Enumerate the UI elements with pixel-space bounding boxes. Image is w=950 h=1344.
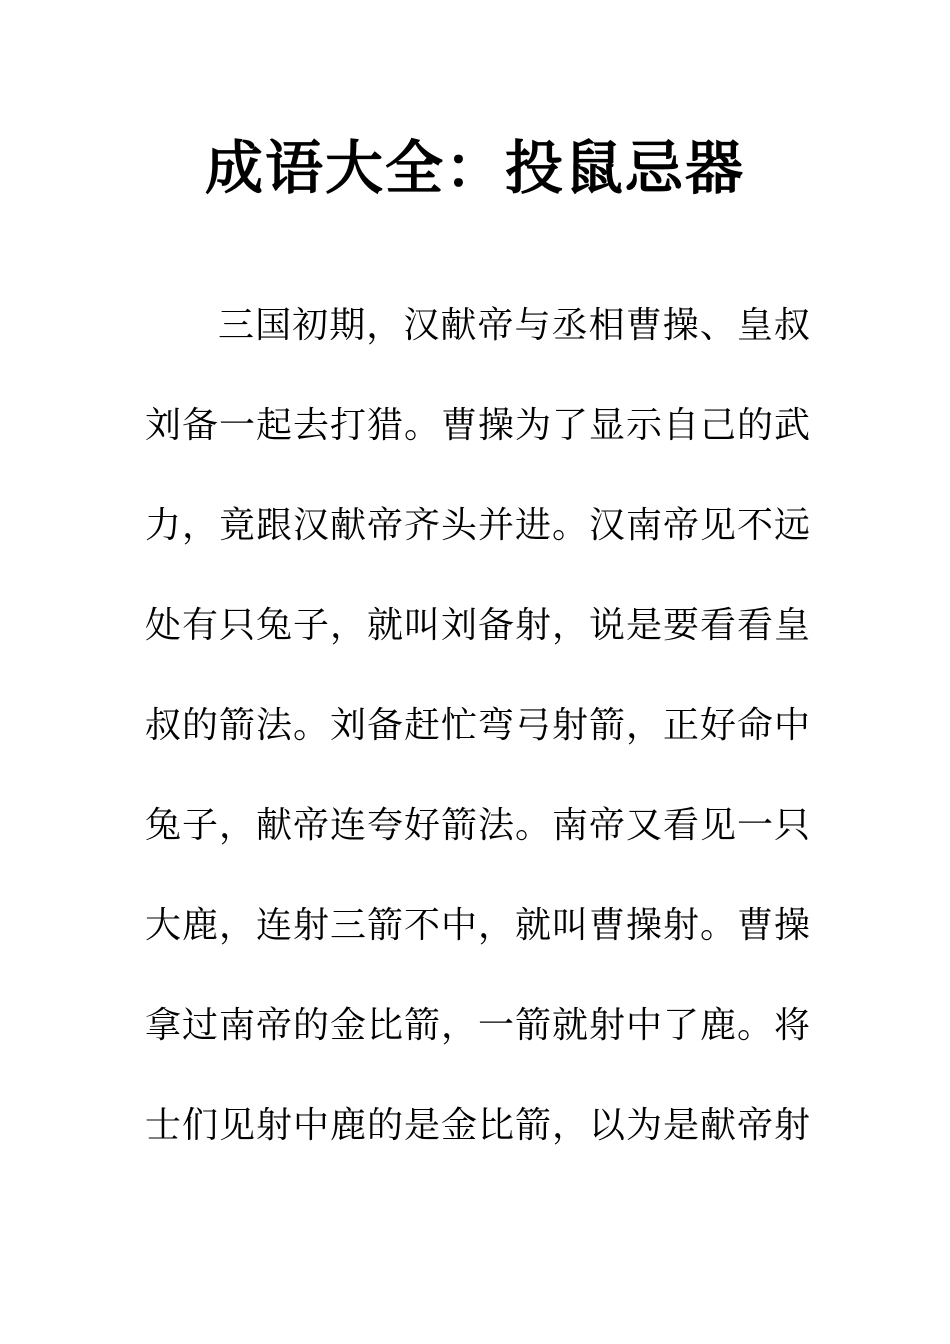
paragraph-line: 处有只兔子，就叫刘备射，说是要看看皇 (145, 605, 810, 646)
paragraph-line: 力，竟跟汉献帝齐头并进。汉南帝见不远 (145, 505, 810, 546)
paragraph-line: 刘备一起去打猎。曹操为了显示自己的武 (145, 405, 810, 446)
paragraph-line: 三国初期，汉献帝与丞相曹操、皇叔 (218, 305, 810, 346)
paragraph-line: 兔子，献帝连夸好箭法。南帝又看见一只 (145, 805, 810, 846)
paragraph-line: 大鹿，连射三箭不中，就叫曹操射。曹操 (145, 905, 810, 946)
paragraph-line: 拿过南帝的金比箭，一箭就射中了鹿。将 (145, 1005, 810, 1046)
document-title: 成语大全：投鼠忌器 (204, 134, 745, 202)
body-paragraph (145, 290, 810, 1190)
paragraph-line: 士们见射中鹿的是金比箭，以为是献帝射 (145, 1105, 810, 1146)
paragraph-line: 叔的箭法。刘备赶忙弯弓射箭，正好命中 (145, 705, 810, 746)
